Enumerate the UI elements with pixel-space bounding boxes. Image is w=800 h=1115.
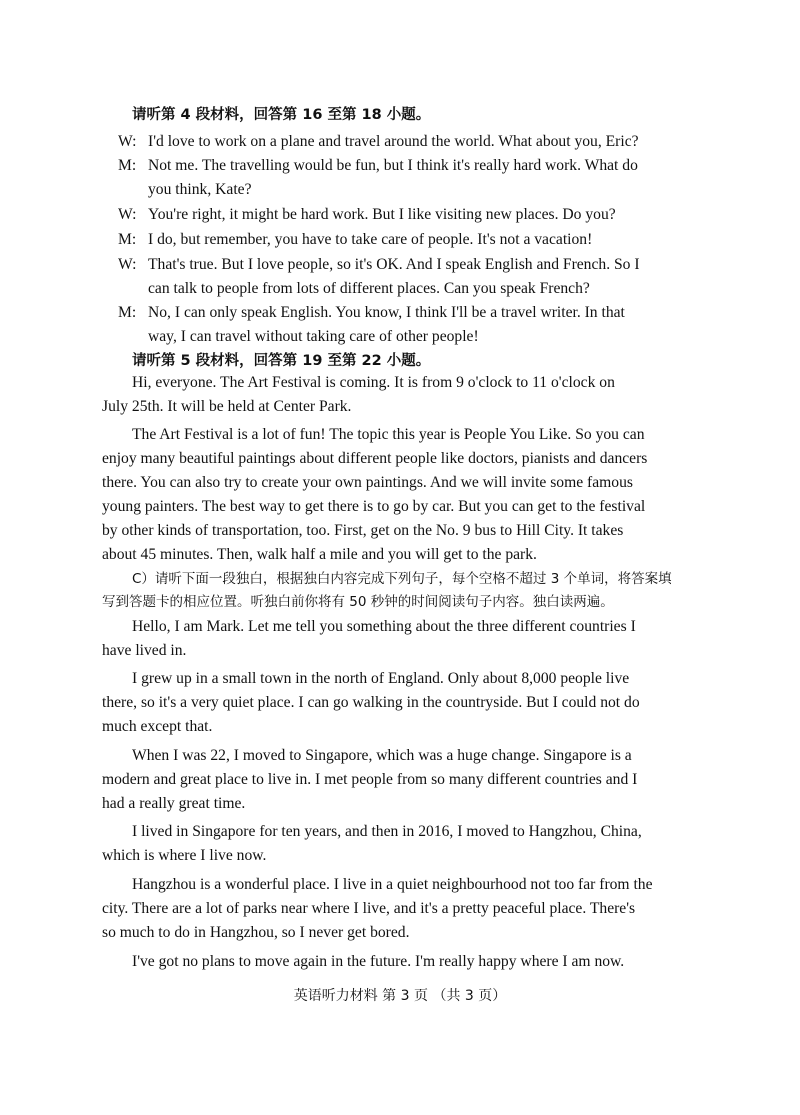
instruction-line: 写到答题卡的相应位置。听独白前你将有 50 秒钟的时间阅读句子内容。独白读两遍。 xyxy=(102,594,614,610)
dialogue-line: I do, but remember, you have to take care of people. It's not a vacation! xyxy=(148,231,593,248)
section-5-title: 请听第 5 段材料，回答第 19 至第 22 小题。 xyxy=(132,353,431,369)
dialogue-line: That's true. But I love people, so it's OK. And I speak English and French. So I xyxy=(148,256,640,273)
paragraph-line: there. You can also try to create your own paintings. And we will invite some famous xyxy=(102,474,633,491)
paragraph-line: there, so it's a very quiet place. I can go walking in the countryside. But I could not do xyxy=(102,694,640,711)
speaker-label: M: xyxy=(118,157,137,174)
page-footer: 英语听力材料 第 3 页 （共 3 页） xyxy=(293,988,507,1004)
dialogue-line: No, I can only speak English. You know, I think I'll be a travel writer. In that xyxy=(148,304,625,321)
paragraph-line: The Art Festival is a lot of fun! The topic this year is People You Like. So you can xyxy=(132,426,645,443)
paragraph-line: about 45 minutes. Then, walk half a mile and you will get to the park. xyxy=(102,546,537,563)
dialogue-line: way, I can travel without taking care of other people! xyxy=(148,328,479,345)
paragraph-line: Hi, everyone. The Art Festival is coming. It is from 9 o'clock to 11 o'clock on xyxy=(132,374,615,391)
speaker-label: M: xyxy=(118,231,137,248)
dialogue-line: can talk to people from lots of different places. Can you speak French? xyxy=(148,280,590,297)
dialogue-line: you think, Kate? xyxy=(148,181,252,198)
paragraph-line: When I was 22, I moved to Singapore, which was a huge change. Singapore is a xyxy=(132,747,632,764)
instruction-line: C）请听下面一段独白，根据独白内容完成下列句子，每个空格不超过 3 个单词，将答案填 xyxy=(132,571,672,587)
dialogue-line: You're right, it might be hard work. But I like visiting new places. Do you? xyxy=(148,206,616,223)
paragraph-line: city. There are a lot of parks near where I live, and it's a pretty peaceful place. There's xyxy=(102,900,636,917)
speaker-label: M: xyxy=(118,304,137,321)
paragraph-line: Hello, I am Mark. Let me tell you something about the three different countries I xyxy=(132,618,636,635)
paragraph-line: I lived in Singapore for ten years, and then in 2016, I moved to Hangzhou, China, xyxy=(132,823,642,840)
paragraph-line: by other kinds of transportation, too. First, get on the No. 9 bus to Hill City. It takes xyxy=(102,522,624,539)
speaker-label: W: xyxy=(118,206,137,223)
paragraph-line: I grew up in a small town in the north of England. Only about 8,000 people live xyxy=(132,670,630,687)
paragraph-line: have lived in. xyxy=(102,642,187,659)
paragraph-line: modern and great place to live in. I met people from so many different countries and I xyxy=(102,771,638,788)
speaker-label: W: xyxy=(118,256,137,273)
paragraph-line: July 25th. It will be held at Center Park. xyxy=(102,398,352,415)
paragraph-line: Hangzhou is a wonderful place. I live in a quiet neighbourhood not too far from the xyxy=(132,876,653,893)
paragraph-line: enjoy many beautiful paintings about different people like doctors, pianists and dancers xyxy=(102,450,648,467)
paragraph-line: much except that. xyxy=(102,718,213,735)
dialogue-line: I'd love to work on a plane and travel around the world. What about you, Eric? xyxy=(148,133,639,150)
dialogue-line: Not me. The travelling would be fun, but I think it's really hard work. What do xyxy=(148,157,638,174)
paragraph-line: which is where I live now. xyxy=(102,847,267,864)
paragraph-line: so much to do in Hangzhou, so I never get bored. xyxy=(102,924,410,941)
paragraph-line: young painters. The best way to get there is to go by car. But you can get to the festival xyxy=(102,498,646,515)
section-4-title: 请听第 4 段材料，回答第 16 至第 18 小题。 xyxy=(132,107,431,123)
paragraph-line: I've got no plans to move again in the future. I'm really happy where I am now. xyxy=(132,953,625,970)
paragraph-line: had a really great time. xyxy=(102,795,246,812)
speaker-label: W: xyxy=(118,133,137,150)
